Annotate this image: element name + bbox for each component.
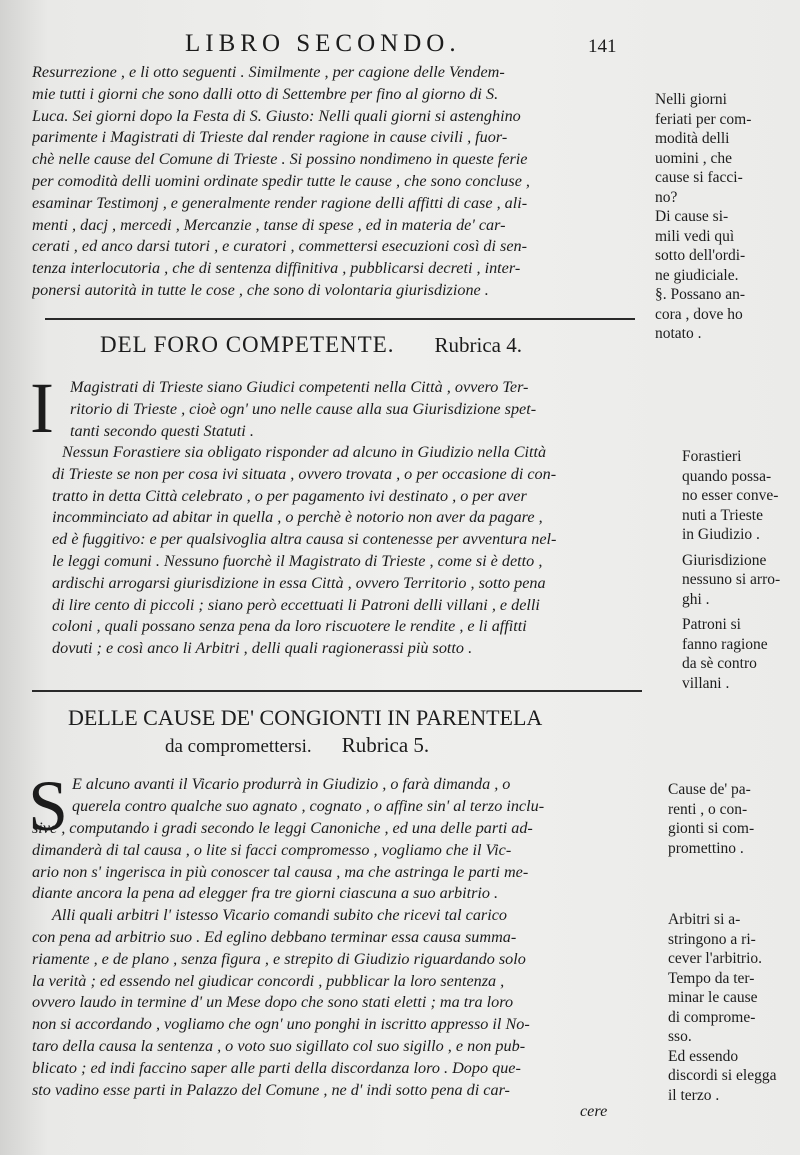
page-number: 141: [588, 36, 617, 57]
margin-note-line: il terzo .: [668, 1086, 720, 1104]
section-rule: [45, 318, 635, 320]
drop-cap: I: [30, 368, 54, 448]
margin-note-line: villani .: [682, 674, 730, 692]
text-line: blicato ; ed indi faccino saper alle parti della discordanza loro . Dopo que-: [32, 1058, 521, 1077]
margin-note-line: notato .: [655, 325, 702, 342]
margin-note-line: modità delli: [655, 130, 730, 147]
text-line: menti , dacj , mercedi , Mercanzie , tanse di spese , ed in materia de' car-: [32, 215, 506, 234]
margin-note-line: cora , dove ho: [655, 305, 743, 323]
margin-note-line: ghi .: [682, 590, 710, 608]
margin-note-line: Giurisdizione: [682, 551, 767, 569]
margin-note-line: nessuno si arro-: [682, 571, 781, 588]
section1-text: [32, 62, 632, 302]
text-line: ed è fuggitivo: e per qualsivoglia altra causa si contenesse per avventura nel-: [52, 530, 557, 549]
rubric-title: DELLE CAUSE DE' CONGIONTI IN PARENTELA: [68, 705, 543, 730]
text-line: coloni , quali possano senza pena da loro riscuotere le rendite , e li affitti: [52, 617, 527, 636]
margin-note-line: stringono a ri-: [668, 930, 756, 948]
margin-note-line: Arbitri si a-: [668, 911, 741, 928]
text-line: con pena ad arbitrio suo . Ed eglino debbano terminar essa causa summa-: [32, 927, 517, 946]
text-line: cere: [580, 1102, 608, 1121]
text-line: E alcuno avanti il Vicario produrrà in Giudizio , o farà dimanda , o: [72, 775, 511, 793]
text-line: la verità ; ed essendo nel giudicar concordi , pubblicar la loro sentenza ,: [32, 971, 505, 990]
text-line: sto vadino esse parti in Palazzo del Comune , ne d' indi sotto pena di car-: [32, 1080, 510, 1099]
margin-note-line: Nelli giorni: [655, 91, 727, 108]
text-line: Alli quali arbitri l' istesso Vicario comandi subito che ricevi tal carico: [52, 906, 508, 925]
margin-note-line: promettino .: [668, 839, 744, 857]
rubric-number: Rubrica 5.: [341, 733, 430, 757]
margin-note-line: feriati per com-: [655, 110, 752, 128]
text-line: mie tutti i giorni che sono dalli otto di Settembre per fino al giorno di S.: [32, 84, 499, 103]
margin-note-line: no esser conve-: [682, 487, 779, 504]
section3-text-cont: [32, 818, 642, 1123]
margin-note-line: Cause de' pa-: [668, 781, 751, 798]
text-line: querela contro qualche suo agnato , cognato , o affine sin' al terzo inclu-: [72, 796, 545, 815]
text-line: Luca. Sei giorni dopo la Festa di S. Giusto: Nelli quali giorni si astenghino: [32, 106, 521, 125]
text-line: le leggi comuni . Nessuno fuorchè il Magistrato di Trieste , come si è detto ,: [52, 551, 543, 570]
text-line: tanti secondo questi Statuti .: [70, 421, 254, 440]
margin-note-line: da sè contro: [682, 655, 757, 672]
section2-text: [70, 377, 640, 442]
rubric-number: Rubrica 4.: [434, 333, 522, 357]
text-line: tenza interlocutoria , che di sentenza diffinitiva , pubblicarsi decreti , inter-: [32, 259, 521, 278]
text-line: per comodità delli uomini ordinate spedir tutte le cause , che sono concluse ,: [32, 171, 530, 190]
section1-margin-notes: [655, 90, 795, 344]
margin-note-line: ne giudiciale.: [655, 266, 739, 284]
margin-note-line: sotto dell'ordi-: [655, 247, 746, 264]
margin-note-line: Forastieri: [682, 448, 742, 465]
margin-note-line: in Giudizio .: [682, 526, 760, 543]
section3-margin-notes: [668, 780, 800, 1105]
text-line: dimanderà di tal causa , o lite si facci compromesso , vogliamo che il Vic-: [32, 840, 512, 859]
section3-text: [72, 774, 640, 818]
margin-note-line: Patroni si: [682, 616, 741, 633]
margin-note-line: uomini , che: [655, 149, 733, 167]
margin-note-line: no?: [655, 188, 678, 206]
margin-note-line: di comprome-: [668, 1008, 756, 1026]
margin-note-line: discordi si elegga: [668, 1067, 777, 1084]
text-line: tratto in detta Città celebrato , o per pagamento ivi destinato , o per aver: [52, 486, 527, 505]
text-line: non si accordando , vogliamo che ogn' uno ponghi in iscritto appresso il No-: [32, 1015, 530, 1034]
margin-note-line: renti , o con-: [668, 800, 748, 818]
text-line: ponersi autorità in tutte le cose , che sono di volontaria giurisdizione .: [32, 280, 489, 299]
margin-note-line: mili vedi quì: [655, 227, 735, 245]
margin-note-line: nuti a Trieste: [682, 506, 763, 524]
text-line: ovvero laudo in termine d' un Mese dopo che sono stati eletti ; ma tra loro: [32, 993, 514, 1012]
margin-note-line: cause si facci-: [655, 169, 743, 186]
rubric-heading: [68, 705, 542, 731]
rubric-title: DEL FORO COMPETENTE.: [100, 332, 395, 357]
text-line: di lire cento di piccoli ; siano però eccettuati li Patroni delli villani , e delli: [52, 595, 540, 614]
text-line: riamente , e de plano , senza figura , e strepito di Giudizio riguardando solo: [32, 949, 526, 968]
text-line: esaminar Testimonj , e generalmente render ragione delli affitti di case , ali-: [32, 193, 528, 212]
rubric-subtitle: da compromettersi.: [165, 736, 312, 757]
margin-note-line: fanno ragione: [682, 635, 768, 653]
margin-note-line: Ed essendo: [668, 1047, 739, 1065]
drop-cap: S: [28, 766, 69, 846]
section-rule: [32, 690, 642, 692]
text-line: diante ancora la pena ad elegger fra tre giorni ciascuna a suo arbitrio .: [32, 884, 499, 903]
section2-margin-notes: [682, 447, 800, 693]
running-head: LIBRO SECONDO.: [185, 30, 461, 57]
text-line: ardischi arrogarsi giurisdizione in essa Città , ovvero Territorio , sotto pena: [52, 573, 546, 592]
text-line: Resurrezione , e li otto seguenti . Similmente , per cagione delle Vendem-: [32, 63, 505, 81]
rubric-heading: [100, 332, 522, 358]
rubric-subheading: [165, 733, 429, 758]
text-line: sive , computando i gradi secondo le leggi Canoniche , ed una delle parti ad-: [32, 819, 533, 837]
margin-note-line: Di cause si-: [655, 208, 729, 225]
margin-note-line: gionti si com-: [668, 820, 755, 837]
text-line: taro della causa la sentenza , o voto suo sigillato col suo sigillo , e non pub-: [32, 1036, 526, 1055]
margin-note-line: Tempo da ter-: [668, 969, 755, 987]
margin-note-line: cever l'arbitrio.: [668, 950, 763, 967]
margin-note-line: quando possa-: [682, 467, 772, 485]
section2-text-cont: [52, 442, 640, 660]
text-line: incomminciato ad abitar in quella , o perchè è notorio non aver da pagare ,: [52, 508, 543, 527]
margin-note-line: minar le cause: [668, 989, 758, 1006]
text-line: di Trieste se non per cosa ivi situata , ovvero trovata , o per occasione di con-: [52, 464, 557, 483]
margin-note-line: sso.: [668, 1028, 692, 1045]
text-line: dovuti ; e così anco li Arbitri , delli quali ragionerassi più sotto .: [52, 639, 473, 658]
text-line: Nessun Forastiere sia obligato risponder ad alcuno in Giudizio nella Città: [62, 443, 547, 461]
text-line: chè nelle cause del Comune di Trieste . Si possino nondimeno in queste ferie: [32, 150, 528, 169]
text-line: ritorio di Trieste , cioè ogn' uno nelle cause alla sua Giurisdizione spet-: [70, 399, 537, 418]
text-line: parimente i Magistrati di Trieste dal render ragione in cause civili , fuor-: [32, 128, 508, 147]
margin-note-line: §. Possano an-: [655, 286, 745, 303]
text-line: ario non s' ingerisca in più conoscer tal causa , ma che astringa le parti me-: [32, 862, 529, 881]
text-line: Magistrati di Trieste siano Giudici competenti nella Città , ovvero Ter-: [70, 378, 529, 396]
text-line: cerati , ed anco darsi tutori , e curatori , commettersi esecuzioni così di sen-: [32, 237, 527, 256]
